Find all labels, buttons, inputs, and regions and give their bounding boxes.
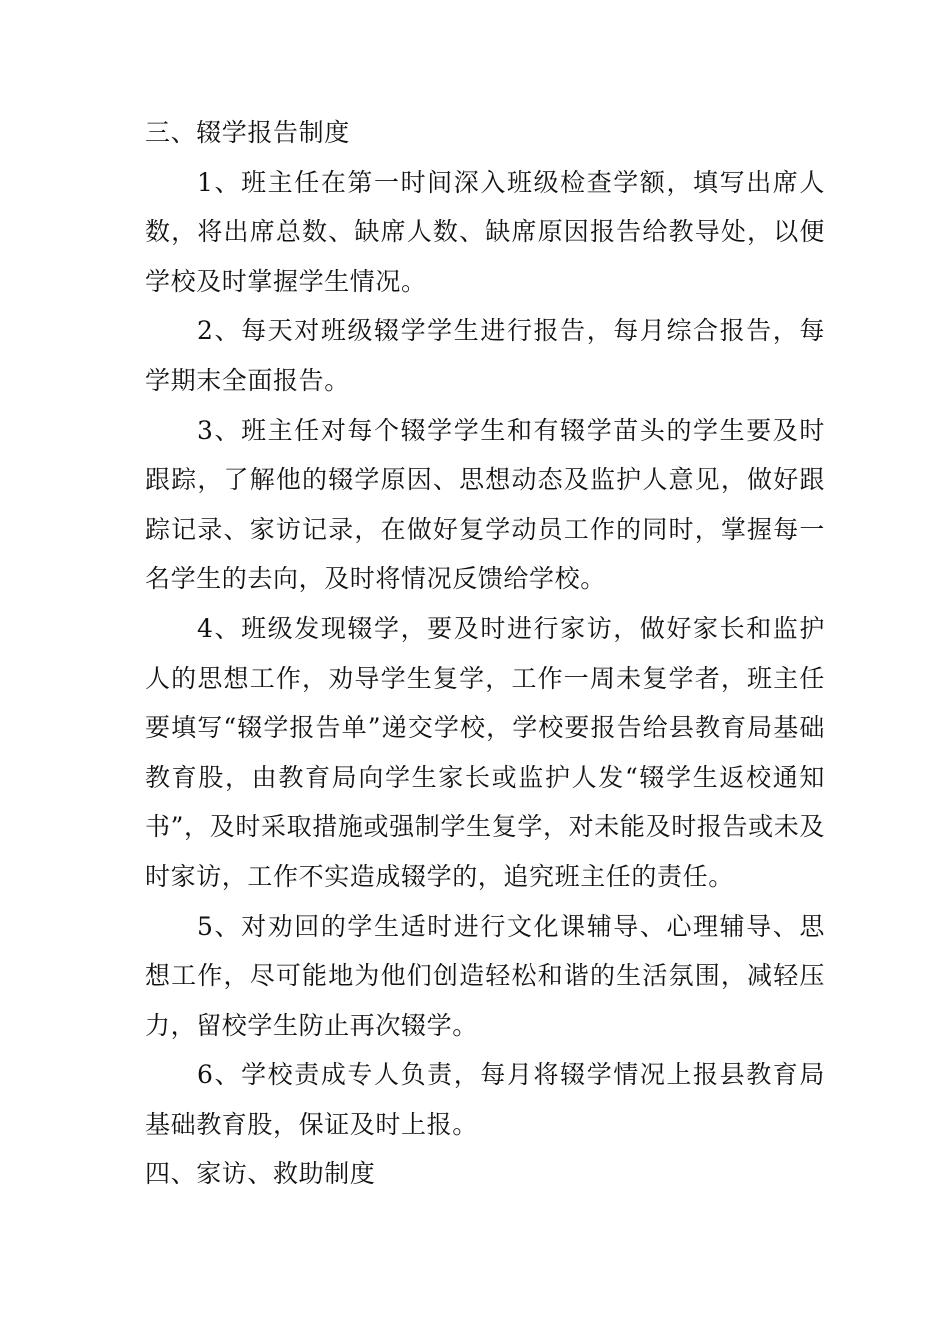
paragraph-5: 5、对劝回的学生适时进行文化课辅导、心理辅导、思想工作，尽可能地为他们创造轻松和谐的生活氛围，减轻压力，留校学生防止再次辍学。 xyxy=(145,911,825,1040)
section-heading-3: 三、辍学报告制度 xyxy=(145,118,350,147)
section-heading-4: 四、家访、救助制度 xyxy=(145,1159,376,1189)
paragraph-1: 1、班主任在第一时间深入班级检查学额，填写出席人数，将出席总数、缺席人数、缺席原因报告给教导处，以便学校及时掌握学生情况。 xyxy=(145,167,825,296)
paragraph-4: 4、班级发现辍学，要及时进行家访，做好家长和监护人的思想工作，劝导学生复学，工作一周未复学者，班主任要填写“辍学报告单”递交学校，学校要报告给县教育局基础教育股，由教育局向学生家长或监护人发“辍学生返校通知书”，及时采取措施或强制学生复学，对未能及时报告或未及时家访，工作不实造成辍学的，追究班主任的责任。 xyxy=(145,613,825,891)
paragraph-6: 6、学校责成专人负责，每月将辍学情况上报县教育局基础教育股，保证及时上报。 xyxy=(145,1060,825,1139)
paragraph-3: 3、班主任对每个辍学学生和有辍学苗头的学生要及时跟踪，了解他的辍学原因、思想动态及监护人意见，做好跟踪记录、家访记录，在做好复学动员工作的同时，掌握每一名学生的去向，及时将情况反馈给学校。 xyxy=(145,415,825,594)
document-body xyxy=(145,108,825,1199)
paragraph-2: 2、每天对班级辍学学生进行报告，每月综合报告，每学期末全面报告。 xyxy=(145,316,825,395)
